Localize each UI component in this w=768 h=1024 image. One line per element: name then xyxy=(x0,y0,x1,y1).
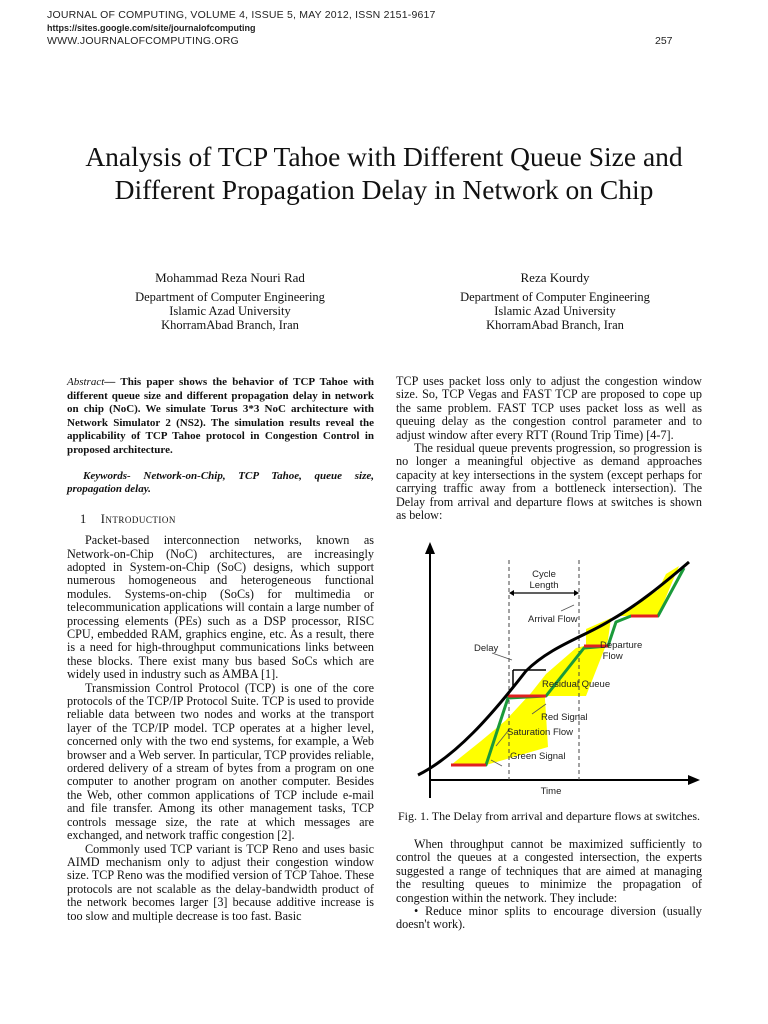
intro-paragraph-3: Commonly used TCP variant is TCP Reno and uses basic AIMD mechanism only to adjust their congestion window size. TCP Reno was the modified version of TCP Tahoe. These protocols are not scalable as the delay-bandwidth product of the network becomes larger [3] because additive increase is too slow and multiple decrease is too fast. Basic xyxy=(67,841,374,923)
delay-region xyxy=(616,566,679,616)
cycle-arrow-right-head xyxy=(574,590,579,596)
body-paragraph-tcp-loss: TCP uses packet loss only to adjust the congestion window size. So, TCP Vegas and FAST TCP are proposed to cope up the same problem. FAST TCP uses packet loss as well as queuing delay as the congestion control parameter and to adjust window after every RTT (Round Trip Time) [4-7]. xyxy=(396,374,702,442)
author-name: Mohammad Reza Nouri Rad xyxy=(155,270,305,285)
label-delay: Delay xyxy=(474,643,499,655)
delay-diagram-svg xyxy=(396,536,702,804)
author-branch: KhorramAbad Branch, Iran xyxy=(486,318,624,332)
section-heading-introduction xyxy=(67,513,374,526)
journal-url[interactable]: https://sites.google.com/site/journalofcomputing xyxy=(47,23,256,33)
intro-paragraph-1: Packet-based interconnection networks, known as Network-on-Chip (NoC) architectures, are increasingly adopted in System-on-Chip (SoC) designs, which support numerous homogeneous and heterogeneous functional modules. Systems-on-chip (SoCs) for multimedia or telecommunication applications will contain a large number of processing elements (PEs) such as a DSP processor, RISC CPU, embedded RAM, graphics engine, etc. As a result, there is a need for high-throughput communications links between these blocks. There exist many bus based SoCs which are widely used in industry such as AMBA [1]. xyxy=(67,533,374,682)
journal-header: JOURNAL OF COMPUTING, VOLUME 4, ISSUE 5, MAY 2012, ISSN 2151-9617 xyxy=(47,9,436,21)
abstract-dash: — xyxy=(104,376,121,388)
leader-line-arrival xyxy=(561,605,574,611)
figure-caption: Fig. 1. The Delay from arrival and departure flows at switches. xyxy=(397,809,701,824)
abstract-label: Abstract xyxy=(67,376,105,388)
left-column xyxy=(67,376,374,923)
label-cycle: Cycle Length xyxy=(529,569,559,592)
y-axis-arrow xyxy=(425,542,435,554)
label-residual-queue: Residual Queue xyxy=(542,679,611,691)
label-green-signal: Green Signal xyxy=(510,751,566,763)
label-arrival-flow: Arrival Flow xyxy=(528,614,578,626)
paper-title: Analysis of TCP Tahoe with Different Queue Size and Different Propagation Delay in Network on Chip xyxy=(85,141,683,205)
right-column xyxy=(396,375,702,932)
journal-website[interactable]: WWW.JOURNALOFCOMPUTING.ORG xyxy=(47,35,239,47)
bullet-reduce-minor-splits: • Reduce minor splits to encourage diversion (usually doesn't work). xyxy=(396,903,702,932)
page-number: 257 xyxy=(655,35,673,47)
author-branch: KhorramAbad Branch, Iran xyxy=(161,318,299,332)
abstract-text: This paper shows the behavior of TCP Tahoe with different queue size and different propagation delay in network on chip (NoC). We simulate Torus 3*3 NoC architecture with Network Simulator 2 (NS2). The simulation results reveal the applicability of TCP Tahoe protocol in Congestion Control in proposed architecture. xyxy=(67,376,374,456)
author-university: Islamic Azad University xyxy=(494,304,616,318)
x-axis-arrow xyxy=(688,775,700,785)
label-time: Time xyxy=(540,786,562,798)
intro-paragraph-2: Transmission Control Protocol (TCP) is one of the core protocols of the TCP/IP Protocol Suite. TCP is used to provide reliable data between two nodes and works at the transport layer of the TCP/IP model. TCP operates at a higher level, concerned only with the two end systems, for example, a Web browser and a Web server. In particular, TCP provides reliable, ordered delivery of a stream of bytes from a program on one computer to another program on another computer. Besides the Web, other common applications of TCP include e-mail and file transfer. Among its other management tasks, TCP controls message size, the rate at which messages are exchanged, and network traffic congestion [2]. xyxy=(67,680,374,843)
author-department: Department of Computer Engineering xyxy=(135,290,325,304)
author-block-1 xyxy=(100,271,360,332)
author-department: Department of Computer Engineering xyxy=(460,290,650,304)
figure-delay-diagram xyxy=(396,536,702,804)
label-saturation-flow: Saturation Flow xyxy=(507,727,574,739)
keywords: Keywords- Network-on-Chip, TCP Tahoe, queue size, propagation delay. xyxy=(67,469,374,496)
label-red-signal: Red Signal xyxy=(541,712,588,724)
cycle-arrow-left-head xyxy=(509,590,514,596)
label-departure: Departure Flow xyxy=(600,640,643,663)
author-block-2 xyxy=(420,271,690,332)
body-paragraph-residual-queue: The residual queue prevents progression, so progression is no longer a meaningful objective as demand approaches capacity at key intersections in the system (except perhaps for carrying traffic away from a bottleneck intersection). The Delay from arrival and departure flows at switches is shown as below: xyxy=(396,441,702,523)
author-name: Reza Kourdy xyxy=(520,270,590,285)
section-title: Introduction xyxy=(100,511,176,526)
abstract xyxy=(67,376,374,458)
body-paragraph-throughput: When throughput cannot be maximized sufficiently to control the queues at a congested intersection, the experts suggested a range of techniques that are aimed at managing the resulting queues to minimize the propagation of congestion within the network. They include: xyxy=(396,836,702,905)
section-number: 1 xyxy=(80,511,87,526)
author-university: Islamic Azad University xyxy=(169,304,291,318)
